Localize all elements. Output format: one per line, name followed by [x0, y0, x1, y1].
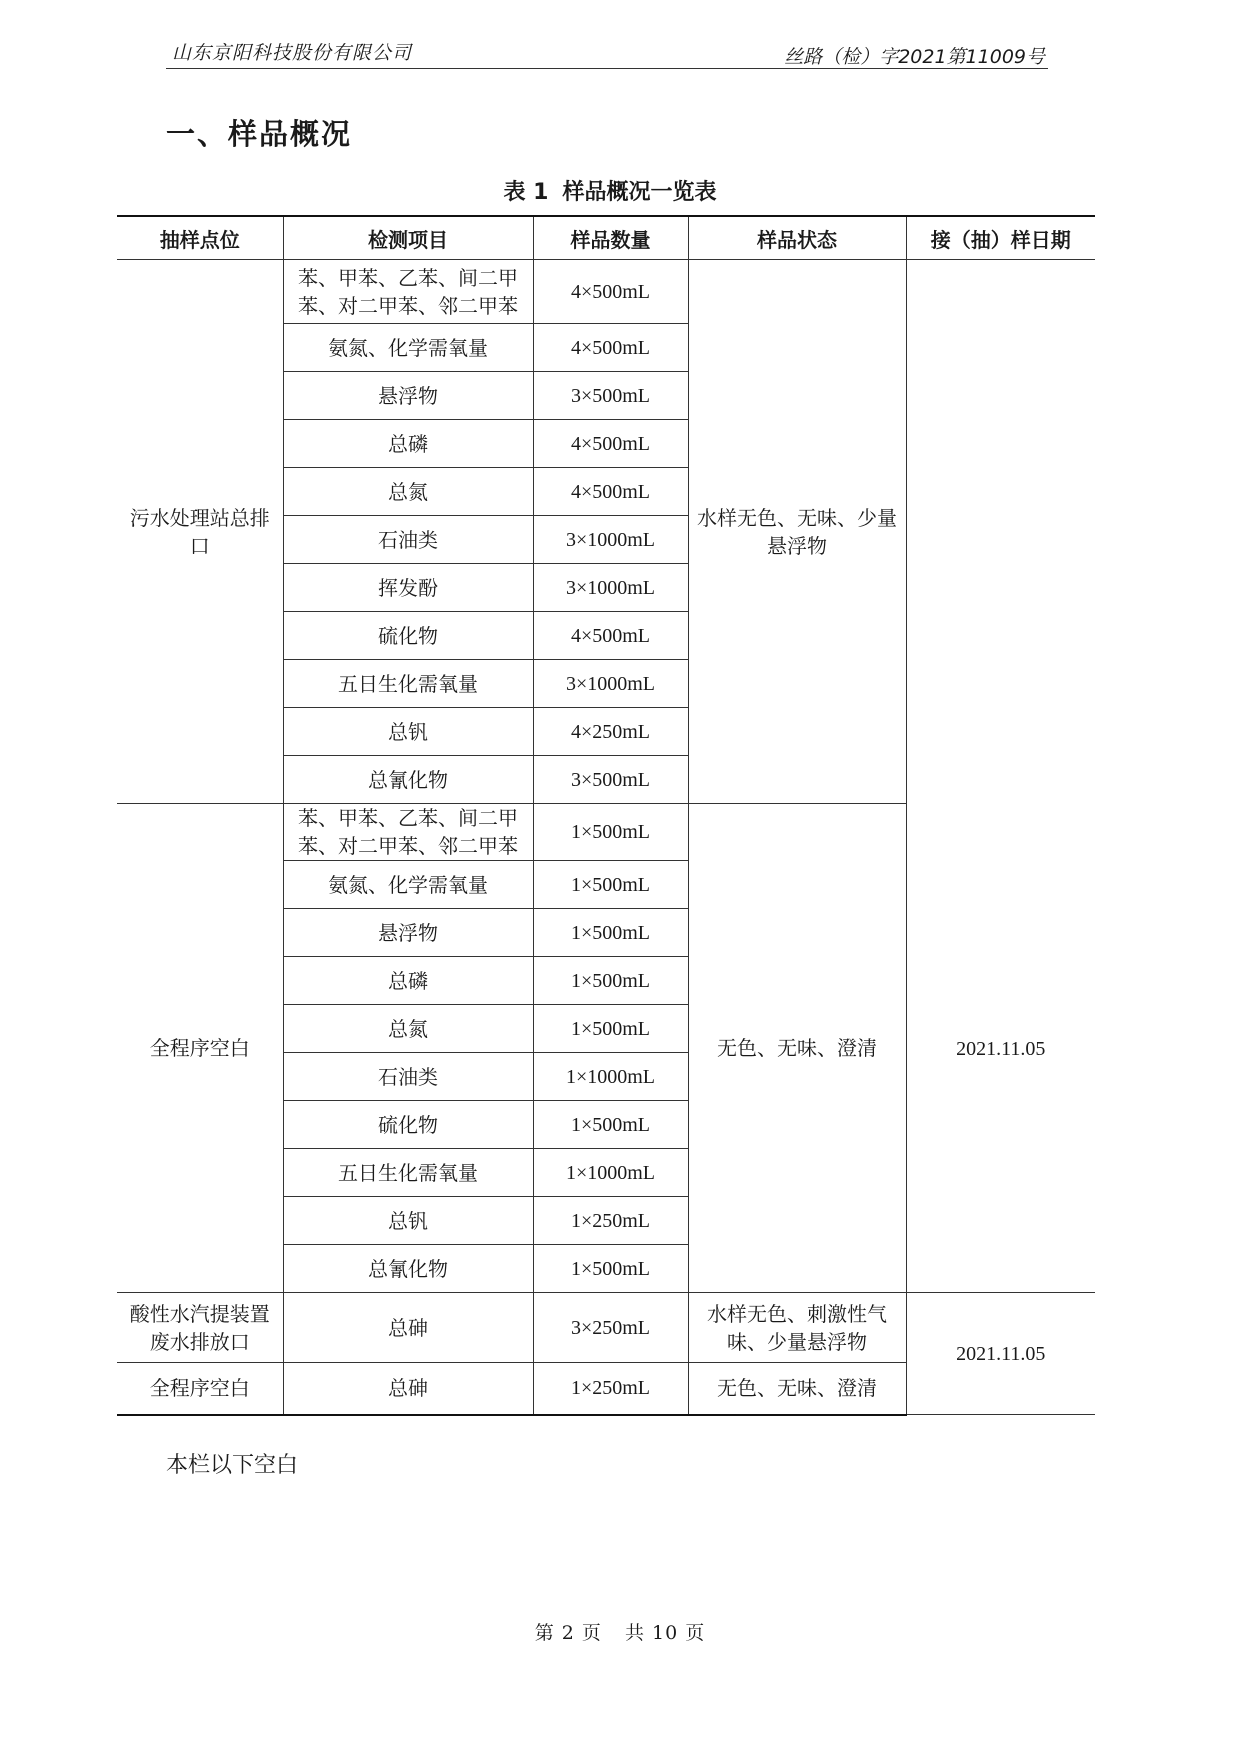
sample-quantity: 3×1000mL	[533, 516, 688, 564]
sampling-site: 全程序空白	[117, 1363, 283, 1415]
column-header: 样品数量	[533, 216, 688, 260]
sample-state: 水样无色、刺激性气味、少量悬浮物	[688, 1293, 906, 1363]
page-total: 共 10 页	[624, 1622, 706, 1644]
test-item: 氨氮、化学需氧量	[283, 324, 533, 372]
test-item: 五日生化需氧量	[283, 660, 533, 708]
sampling-site: 全程序空白	[117, 804, 283, 1293]
test-item: 石油类	[283, 516, 533, 564]
test-item: 悬浮物	[283, 372, 533, 420]
sample-quantity: 1×500mL	[533, 804, 688, 861]
sample-quantity: 1×250mL	[533, 1363, 688, 1415]
sample-quantity: 1×500mL	[533, 909, 688, 957]
sampling-date: 2021.11.05	[906, 1293, 1095, 1415]
test-item: 挥发酚	[283, 564, 533, 612]
sample-quantity: 3×250mL	[533, 1293, 688, 1363]
page-number: 第 2 页	[534, 1622, 602, 1644]
sample-quantity: 1×500mL	[533, 1245, 688, 1293]
test-item: 总砷	[283, 1293, 533, 1363]
sampling-site: 污水处理站总排口	[117, 260, 283, 804]
sample-quantity: 4×500mL	[533, 260, 688, 324]
sampling-date: 2021.11.05	[956, 1038, 1046, 1060]
sample-overview-table	[117, 215, 1095, 1416]
sample-quantity: 4×500mL	[533, 324, 688, 372]
column-header: 抽样点位	[117, 216, 283, 260]
sample-quantity: 1×250mL	[533, 1197, 688, 1245]
test-item: 硫化物	[283, 612, 533, 660]
column-header: 样品状态	[688, 216, 906, 260]
sample-quantity: 1×500mL	[533, 1005, 688, 1053]
sample-quantity: 1×500mL	[533, 1101, 688, 1149]
sample-quantity: 4×500mL	[533, 468, 688, 516]
table-caption-title: 样品概况一览表	[562, 180, 717, 205]
sample-quantity: 4×500mL	[533, 420, 688, 468]
sample-state: 水样无色、无味、少量悬浮物	[688, 260, 906, 804]
sample-quantity: 3×1000mL	[533, 660, 688, 708]
sample-quantity: 3×1000mL	[533, 564, 688, 612]
table-caption	[0, 175, 1220, 206]
column-header: 检测项目	[283, 216, 533, 260]
sample-quantity: 4×250mL	[533, 708, 688, 756]
page-footer	[0, 1618, 1240, 1645]
test-item: 总氰化物	[283, 756, 533, 804]
test-item: 苯、甲苯、乙苯、间二甲苯、对二甲苯、邻二甲苯	[283, 804, 533, 861]
sample-quantity: 1×500mL	[533, 861, 688, 909]
blank-below-note: 本栏以下空白	[166, 1453, 299, 1478]
test-item: 氨氮、化学需氧量	[283, 861, 533, 909]
company-name: 山东京阳科技股份有限公司	[172, 42, 413, 64]
test-item: 苯、甲苯、乙苯、间二甲苯、对二甲苯、邻二甲苯	[283, 260, 533, 324]
sampling-site: 酸性水汽提装置废水排放口	[117, 1293, 283, 1363]
sample-state: 无色、无味、澄清	[688, 804, 906, 1293]
test-item: 硫化物	[283, 1101, 533, 1149]
test-item: 总钒	[283, 1197, 533, 1245]
header-divider	[166, 68, 1048, 69]
report-number: 丝路（检）字2021第11009号	[784, 46, 1045, 68]
column-header: 接（抽）样日期	[906, 216, 1095, 260]
test-item: 总氮	[283, 1005, 533, 1053]
test-item: 总氮	[283, 468, 533, 516]
date-cell	[906, 260, 1095, 1293]
section-title: 一、样品概况	[166, 117, 353, 151]
table-row	[117, 260, 1095, 324]
test-item: 总砷	[283, 1363, 533, 1415]
sample-quantity: 3×500mL	[533, 756, 688, 804]
sample-quantity: 3×500mL	[533, 372, 688, 420]
test-item: 石油类	[283, 1053, 533, 1101]
sample-quantity: 1×1000mL	[533, 1053, 688, 1101]
table-row	[117, 1293, 1095, 1363]
table-header-row	[117, 216, 1095, 260]
sample-state: 无色、无味、澄清	[688, 1363, 906, 1415]
test-item: 总磷	[283, 420, 533, 468]
test-item: 总磷	[283, 957, 533, 1005]
test-item: 总氰化物	[283, 1245, 533, 1293]
test-item: 总钒	[283, 708, 533, 756]
test-item: 悬浮物	[283, 909, 533, 957]
sample-quantity: 1×1000mL	[533, 1149, 688, 1197]
test-item: 五日生化需氧量	[283, 1149, 533, 1197]
sample-quantity: 1×500mL	[533, 957, 688, 1005]
sample-quantity: 4×500mL	[533, 612, 688, 660]
table-caption-number: 表 1	[503, 180, 549, 205]
